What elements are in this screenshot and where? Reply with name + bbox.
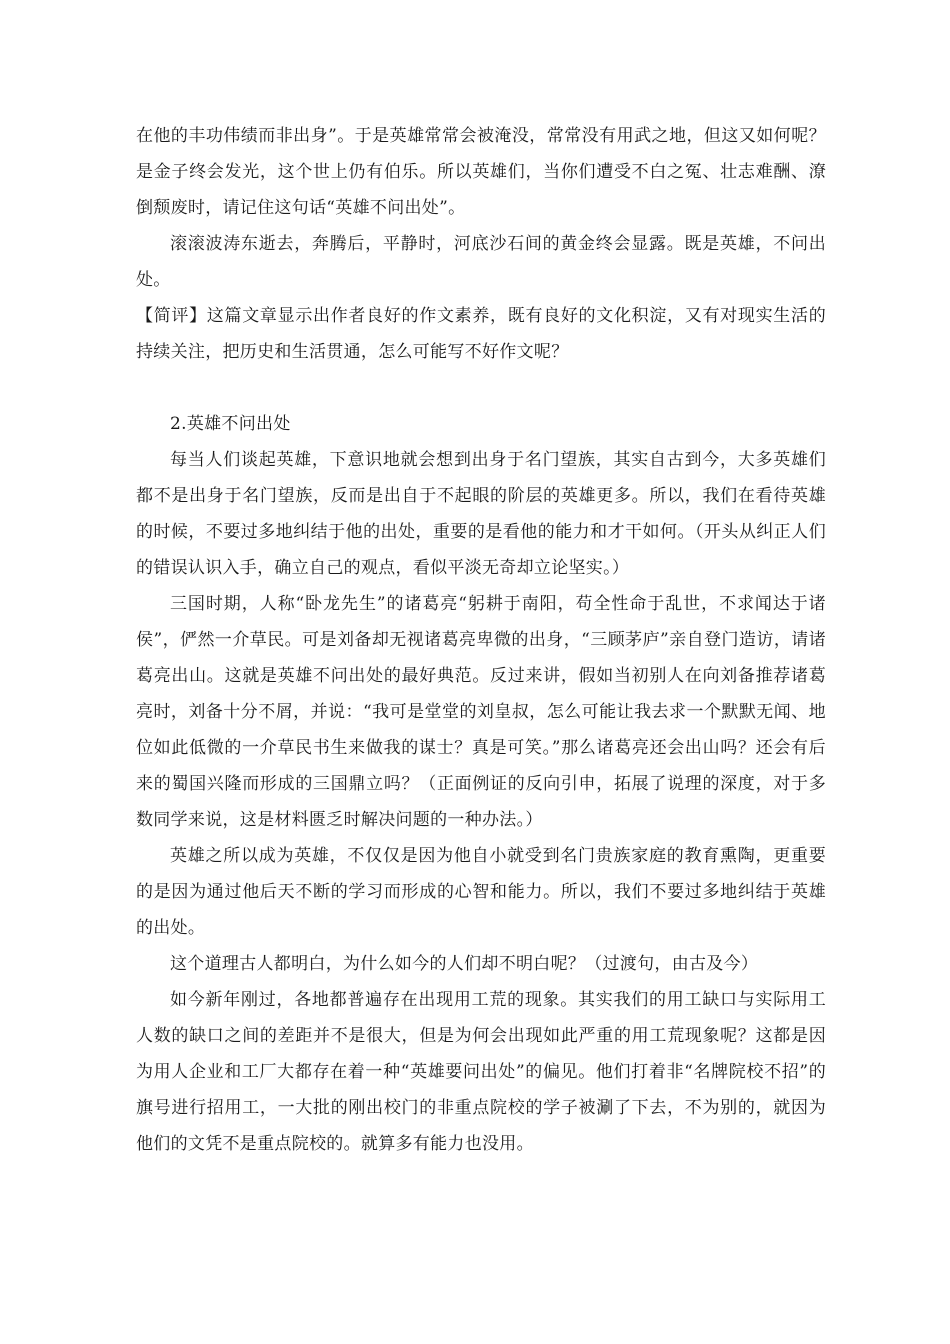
- paragraph-conclusion: 滚滚波涛东逝去，奔腾后，平静时，河底沙石间的黄金终会显露。既是英雄，不问出处。: [136, 234, 826, 290]
- paragraph-example: 三国时期，人称“卧龙先生”的诸葛亮“躬耕于南阳，苟全性命于乱世，不求闻达于诸侯”，俨然一介草民。可是刘备却无视诸葛亮卑微的出身，“三顾茅庐”亲自登门造访，请诸葛亮出山。这就是英雄不问出处的最好典范。反过来讲，假如当初别人在向刘备推荐诸葛亮时，刘备十分不屑，并说：“我可是堂堂的刘皇叔，怎么可能让我去求一个默默无闻、地位如此低微的一介草民书生来做我的谋士？真是可笑。”那么诸葛亮还会出山吗？还会有后来的蜀国兴隆而形成的三国鼎立吗？（正面例证的反向引申，拓展了说理的深度，对于多数同学来说，这是材料匮乏时解决问题的一种办法。）: [136, 594, 826, 830]
- section-heading: 2.英雄不问出处: [170, 414, 291, 434]
- document-body: [136, 118, 826, 1162]
- paragraph-review: 【简评】这篇文章显示出作者良好的作文素养，既有良好的文化积淀，又有对现实生活的持续关注，把历史和生活贯通，怎么可能写不好作文呢？: [136, 306, 826, 362]
- paragraph-intro: 每当人们谈起英雄，下意识地就会想到出身于名门望族，其实自古到今，大多英雄们都不是出身于名门望族，反而是出自于不起眼的阶层的英雄更多。所以，我们在看待英雄的时候，不要过多地纠结于他的出处，重要的是看他的能力和才干如何。（开头从纠正人们的错误认识入手，确立自己的观点，看似平淡无奇却立论坚实。）: [136, 450, 826, 578]
- paragraph-continuation: 在他的丰功伟绩而非出身”。于是英雄常常会被淹没，常常没有用武之地，但这又如何呢？是金子终会发光，这个世上仍有伯乐。所以英雄们，当你们遭受不白之冤、壮志难酬、潦倒颓废时，请记住这句话“英雄不问出处”。: [136, 126, 826, 218]
- paragraph-reasoning: 英雄之所以成为英雄，不仅仅是因为他自小就受到名门贵族家庭的教育熏陶，更重要的是因为通过他后天不断的学习而形成的心智和能力。所以，我们不要过多地纠结于英雄的出处。: [136, 846, 826, 938]
- section-spacer: [136, 370, 826, 406]
- paragraph-transition: 这个道理古人都明白，为什么如今的人们却不明白呢？（过渡句，由古及今）: [170, 954, 759, 974]
- paragraph-modern: 如今新年刚过，各地都普遍存在出现用工荒的现象。其实我们的用工缺口与实际用工人数的缺口之间的差距并不是很大，但是为何会出现如此严重的用工荒现象呢？这都是因为用人企业和工厂大都存在着一种“英雄要问出处”的偏见。他们打着非“名牌院校不招”的旗号进行招用工，一大批的刚出校门的非重点院校的学子被涮了下去，不为别的，就因为他们的文凭不是重点院校的。就算多有能力也没用。: [136, 990, 826, 1154]
